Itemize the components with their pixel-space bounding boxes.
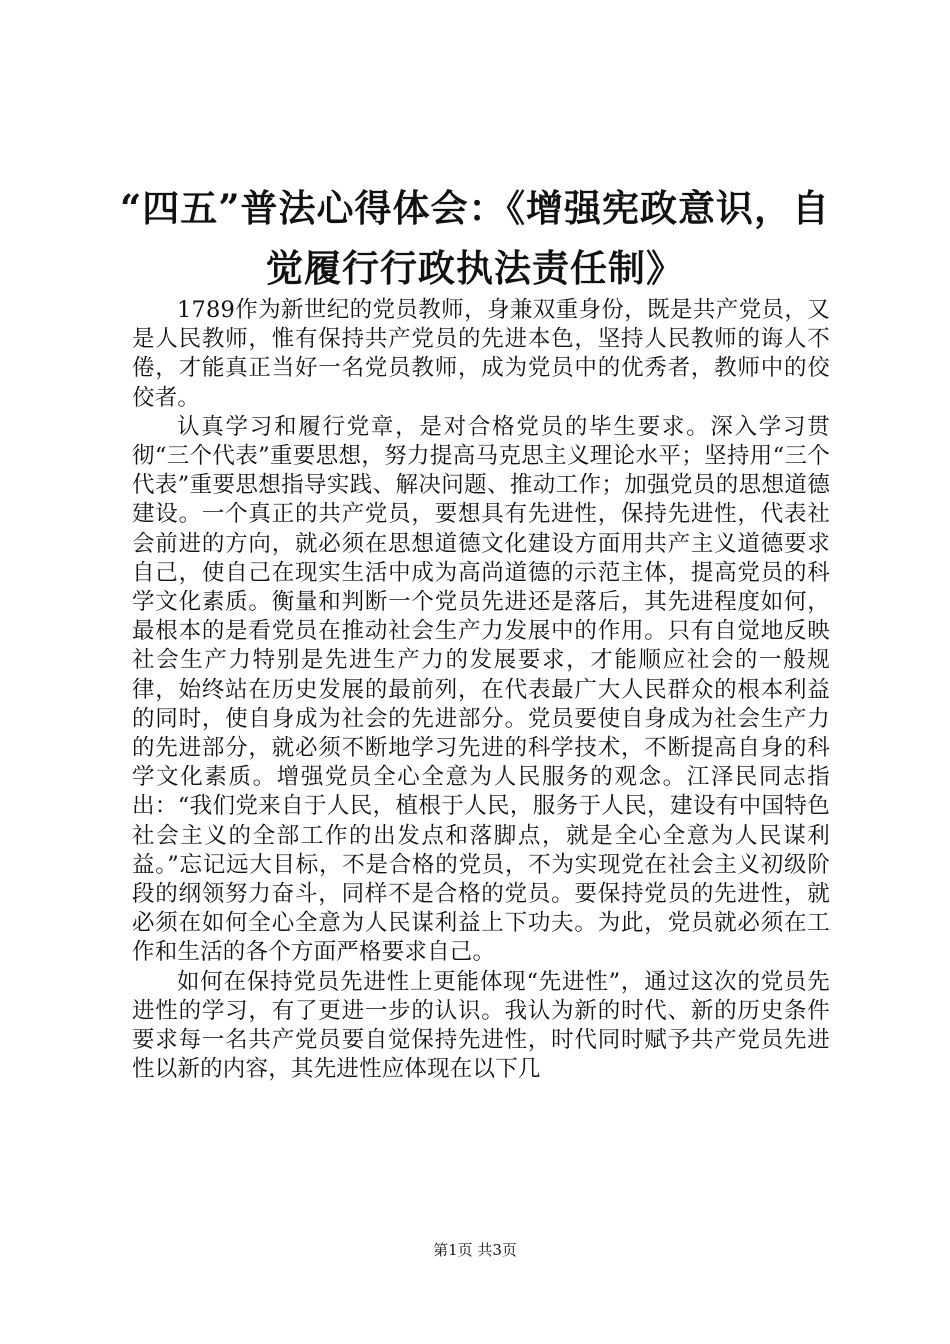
paragraph-2: 认真学习和履行党章，是对合格党员的毕生要求。深入学习贯彻“三个代表”重要思想，努力提高马克思主义理论水平；坚持用“三个代表”重要思想指导实践、解决问题、推动工作；加强党员的思想道德建设。一个真正的共产党员，要想具有先进性，保持先进性，代表社会前进的方向，就必须在思想道德文化建设方面用共产主义道德要求自己，使自己在现实生活中成为高尚道德的示范主体，提高党员的科学文化素质。衡量和判断一个党员先进还是落后，其先进程度如何，最根本的是看党员在推动社会生产力发展中的作用。只有自觉地反映社会生产力特别是先进生产力的发展要求，才能顺应社会的一般规律，始终站在历史发展的最前列，在代表最广大人民群众的根本利益的同时，使自身成为社会的先进部分。党员要使自身成为社会生产力的先进部分，就必须不断地学习先进的科学技术，不断提高自身的科学文化素质。增强党员全心全意为人民服务的观念。江泽民同志指出：“我们党来自于人民，植根于人民，服务于人民，建设有中国特色社会主义的全部工作的出发点和落脚点，就是全心全意为人民谋利益。”忘记远大目标，不是合格的党员，不为实现党在社会主义初级阶段的纲领努力奋斗，同样不是合格的党员。要保持党员的先进性，就必须在如何全心全意为人民谋利益上下功夫。为此，党员就必须在工作和生活的各个方面严格要求自己。 [132, 413, 830, 966]
paragraph-1: 1789作为新世纪的党员教师，身兼双重身份，既是共产党员，又是人民教师，惟有保持共产党员的先进本色，坚持人民教师的诲人不倦，才能真正当好一名党员教师，成为党员中的优秀者，教师中的佼佼者。 [132, 297, 830, 411]
paragraph-3: 如何在保持党员先进性上更能体现“先进性”，通过这次的党员先进性的学习，有了更进一步的认识。我认为新的时代、新的历史条件要求每一名共产党员要自觉保持先进性，时代同时赋予共产党员先进性以新的内容，其先进性应体现在以下几 [132, 968, 830, 1083]
document-title: “四五”普法心得体会：《增强宪政意识，自觉履行行政执法责任制》 [119, 186, 831, 290]
document-body [132, 296, 830, 1084]
page-footer: 第1页 共3页 [433, 1241, 517, 1259]
